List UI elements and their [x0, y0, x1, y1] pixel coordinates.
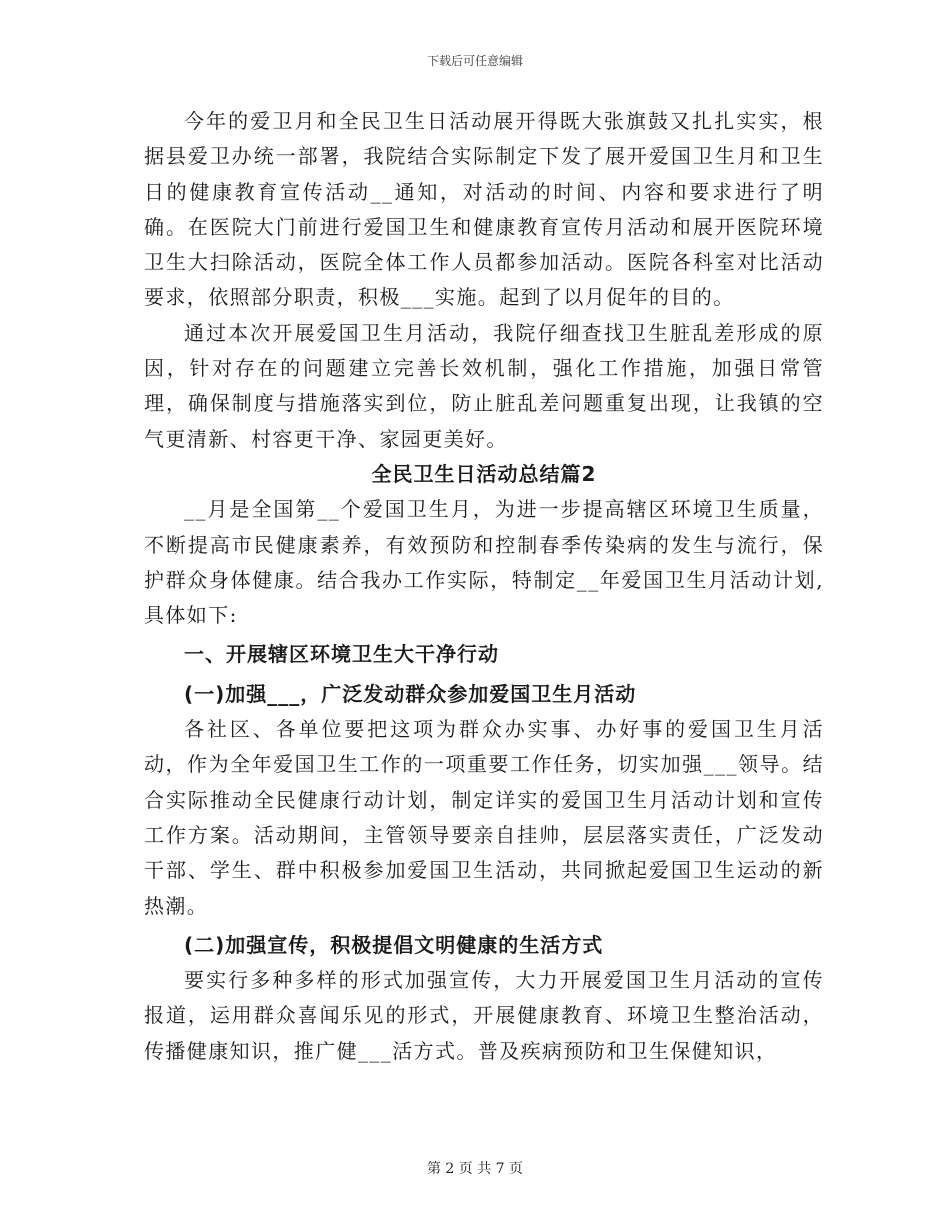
page-number: 第 2 页 共 7 页 — [426, 1161, 524, 1177]
paragraph-1: 今年的爱卫月和全民卫生日活动展开得既大张旗鼓又扎扎实实，根据县爱卫办统一部署，我院结合实际制定下发了展开爱国卫生月和卫生日的健康教育宣传活动__通知，对活动的时间、内容和要求进行了明确。在医院大门前进行爱国卫生和健康教育宣传月活动和展开医院环境卫生大扫除活动，医院全体工作人员都参加活动。医院各科室对比活动要求，依照部分职责，积极___实施。起到了以月促年的目的。 — [144, 109, 824, 310]
paragraph-3: __月是全国第__个爱国卫生月，为进一步提高辖区环境卫生质量，不断提高市民健康素养，有效预防和控制春季传染病的发生与流行，保护群众身体健康。结合我办工作实际，特制定__年爱国卫生月活动计划,具体如下: — [144, 497, 824, 628]
header-note: 下载后可任意编辑 — [426, 54, 523, 68]
paragraph-2: 通过本次开展爱国卫生月活动，我院仔细查找卫生脏乱差形成的原因，针对存在的问题建立完善长效机制，强化工作措施，加强日常管理，确保制度与措施落实到位，防止脏乱差问题重复出现，让我镇的空气更清新、村容更干净、家园更美好。 — [144, 320, 824, 451]
heading-1-2: (二)加强宣传，积极提倡文明健康的生活方式 — [184, 932, 604, 957]
paragraph-5: 要实行多种多样的形式加强宣传，大力开展爱国卫生月活动的宣传报道，运用群众喜闻乐见的形式，开展健康教育、环境卫生整治活动，传播健康知识，推广健___活方式。普及疾病预防和卫生保健知识， — [144, 968, 824, 1063]
heading-1: 一、开展辖区环境卫生大干净行动 — [184, 642, 499, 667]
document-body — [144, 104, 824, 1069]
paragraph-4: 各社区、各单位要把这项为群众办实事、办好事的爱国卫生月活动，作为全年爱国卫生工作的一项重要工作任务，切实加强___领导。结合实际推动全民健康行动计划，制定详实的爱国卫生月活动计划和宣传工作方案。活动期间，主管领导要亲自挂帅，层层落实责任，广泛发动干部、学生、群中积极参加爱国卫生活动，共同掀起爱国卫生运动的新热潮。 — [144, 717, 824, 918]
section-title: 全民卫生日活动总结篇2 — [371, 461, 597, 486]
heading-1-1: (一)加强___，广泛发动群众参加爱国卫生月活动 — [184, 681, 637, 706]
